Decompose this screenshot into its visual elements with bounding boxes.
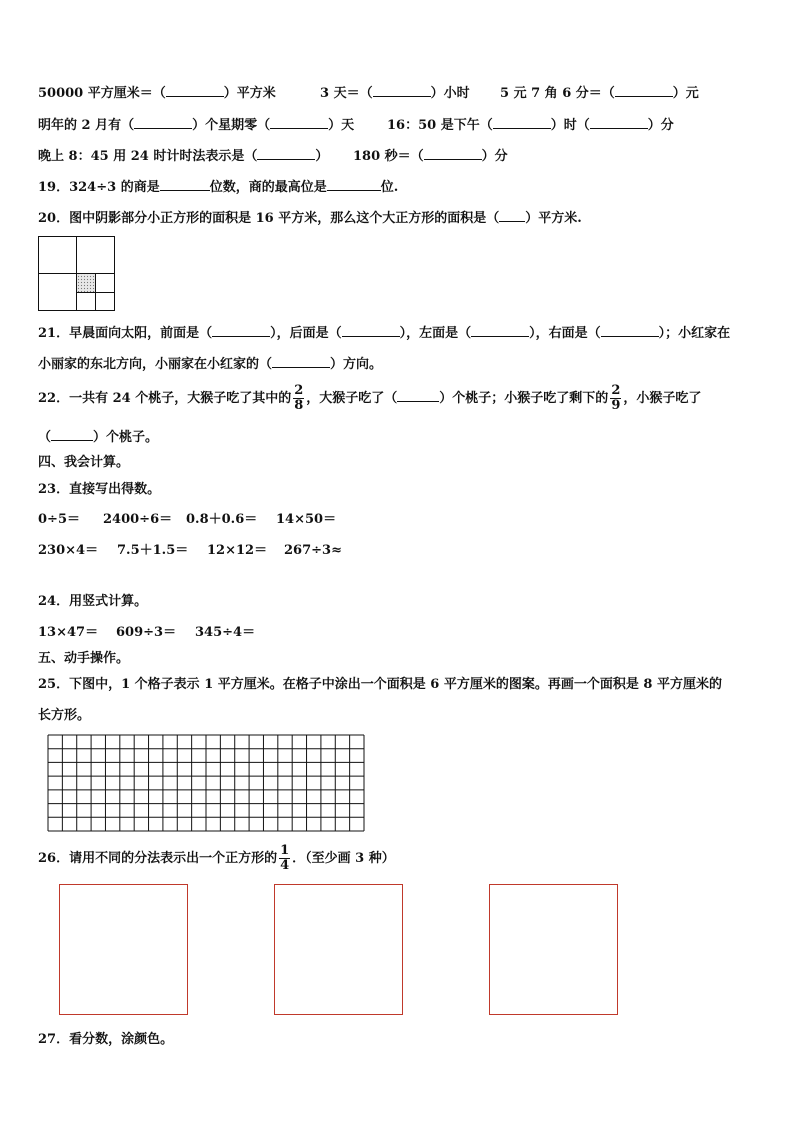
answer-blank[interactable] [342, 324, 400, 337]
calc-item: 7.5＋1.5＝ [117, 543, 189, 558]
answer-blank[interactable] [590, 116, 648, 129]
section-5-heading: 五、动手操作。 [38, 651, 130, 666]
question-24-title: 24．用竖式计算。 [38, 594, 148, 609]
question-22-line2: （ ）个桃子。 [38, 430, 159, 445]
question-21-line2: 小丽家的东北方向，小丽家在小红家的（ ）方向。 [38, 357, 383, 372]
calc-item: 12×12＝ [207, 543, 268, 558]
answer-blank[interactable] [134, 116, 192, 129]
conversion-money: 5 元 7 角 6 分＝（ ）元 [500, 86, 699, 101]
drawing-square-2[interactable] [274, 884, 403, 1015]
question-22-line1: 22．一共有 24 个桃子，大猴子吃了其中的 $\frac{2}{8}$ ，大猴子吃了（ ）个桃子；小猴子吃了剩下的 $\frac{2}{9}$ ，小猴子吃了 [38, 383, 702, 413]
answer-blank[interactable] [493, 116, 551, 129]
calc-item: 267÷3≈ [284, 543, 342, 558]
conversion-area: 50000 平方厘米＝（ ）平方米 [38, 86, 276, 101]
fraction-two-ninths: $\frac{2}{9}$ [611, 383, 621, 413]
question-23-title: 23．直接写出得数。 [38, 482, 161, 497]
answer-blank[interactable] [424, 147, 482, 160]
calc-item: 14×50＝ [276, 512, 337, 527]
vertical-calc-item: 13×47＝ [38, 625, 99, 640]
drawing-square-1[interactable] [59, 884, 188, 1015]
answer-blank[interactable] [373, 84, 431, 97]
square-grid[interactable] [47, 734, 365, 832]
question-20: 20．图中阴影部分小正方形的面积是 16 平方米，那么这个大正方形的面积是（ ）平方米. [38, 211, 582, 226]
vertical-calc-item: 345÷4＝ [195, 625, 256, 640]
calc-item: 2400÷6＝ [103, 512, 173, 527]
answer-blank[interactable] [160, 178, 210, 191]
conversion-time: 3 天＝（ ）小时 [320, 86, 470, 101]
february-question: 明年的 2 月有（ ）个星期零（ ）天 [38, 118, 355, 133]
fraction-two-eighths: $\frac{2}{8}$ [294, 383, 304, 413]
answer-blank[interactable] [327, 178, 381, 191]
time-question: 16：50 是下午（ ）时（ ）分 [387, 118, 674, 133]
calc-item: 0.8＋0.6＝ [186, 512, 258, 527]
answer-blank[interactable] [397, 389, 439, 402]
vertical-calc-item: 609÷3＝ [116, 625, 177, 640]
answer-blank[interactable] [499, 209, 525, 222]
answer-blank[interactable] [615, 84, 673, 97]
square-figure [38, 236, 116, 312]
question-25-line1: 25．下图中，1 个格子表示 1 平方厘米。在格子中涂出一个面积是 6 平方厘米的图案。再画一个面积是 8 平方厘米的 [38, 677, 722, 692]
section-4-heading: 四、我会计算。 [38, 455, 130, 470]
answer-blank[interactable] [601, 324, 659, 337]
shaded-small-square [77, 274, 95, 292]
fraction-one-quarter: $\frac{1}{4}$ [280, 843, 290, 873]
calc-item: 230×4＝ [38, 543, 99, 558]
drawing-square-3[interactable] [489, 884, 618, 1015]
answer-blank[interactable] [270, 116, 328, 129]
answer-blank[interactable] [51, 428, 93, 441]
question-27: 27．看分数，涂颜色。 [38, 1032, 174, 1047]
question-25-line2: 长方形。 [38, 708, 91, 723]
question-21-line1: 21．早晨面向太阳，前面是（ ），后面是（ ），左面是（ ），右面是（ ）；小红家在 [38, 326, 731, 341]
answer-blank[interactable] [257, 147, 315, 160]
seconds-question: 180 秒＝（ ）分 [353, 149, 508, 164]
answer-blank[interactable] [212, 324, 270, 337]
answer-blank[interactable] [272, 355, 330, 368]
question-19: 19．324÷3 的商是 位数，商的最高位是 位. [38, 180, 399, 195]
question-26: 26．请用不同的分法表示出一个正方形的 $\frac{1}{4}$ ．（至少画 3 种） [38, 843, 395, 873]
calc-item: 0÷5＝ [38, 512, 80, 527]
24h-question: 晚上 8：45 用 24 时计时法表示是（ ） [38, 149, 329, 164]
answer-blank[interactable] [471, 324, 529, 337]
answer-blank[interactable] [166, 84, 224, 97]
